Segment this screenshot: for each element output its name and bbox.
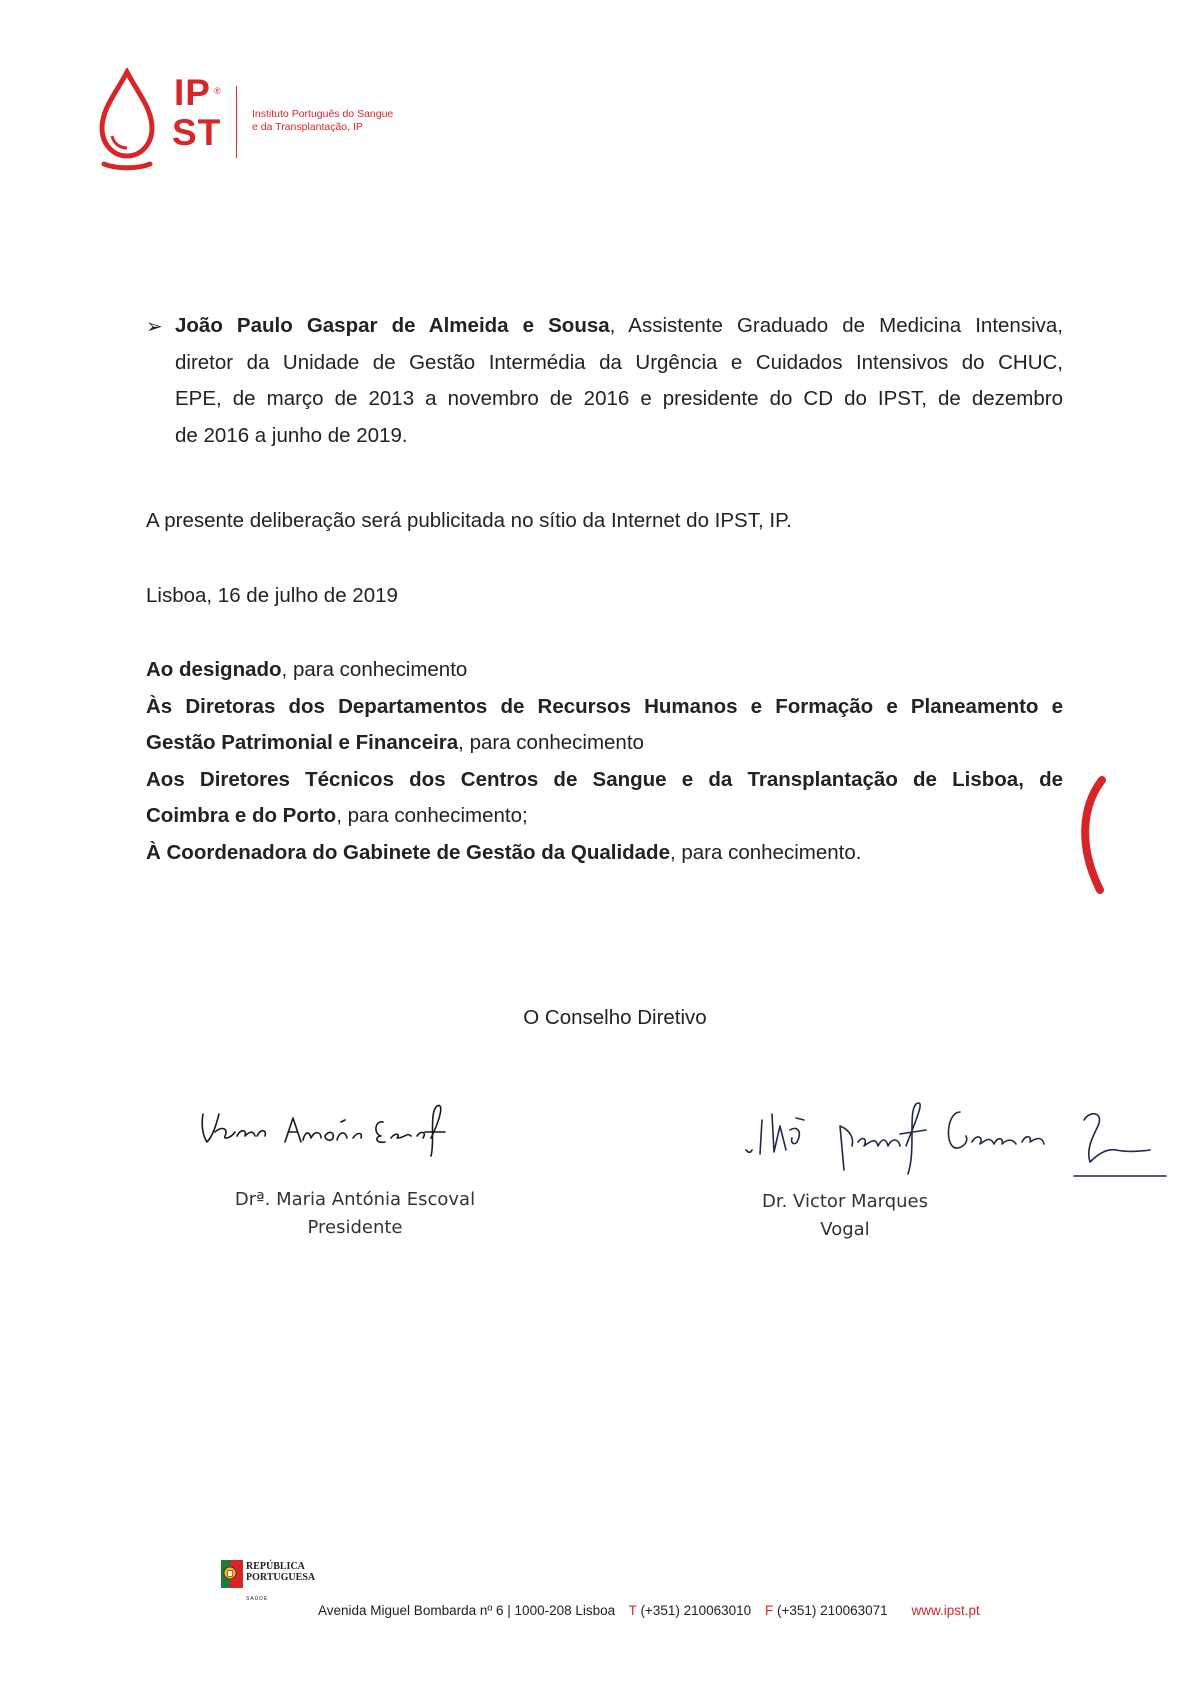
signatory-role: Presidente <box>307 1217 403 1238</box>
publish-note: A presente deliberação será publicitada no sítio da Internet do IPST, IP. <box>146 509 792 532</box>
phone-label: T <box>628 1603 637 1618</box>
fax-label: F <box>764 1603 774 1618</box>
organization-name-line2: e da Transplantação, IP <box>252 121 363 133</box>
signatory-role: Vogal <box>820 1219 870 1240</box>
blood-drop-logo-icon <box>96 68 158 172</box>
footer-fax: (+351) 210063071 <box>776 1603 888 1618</box>
signatory-name: Dr. Victor Marques <box>762 1191 928 1212</box>
distribution-line-5: Coimbra e do Porto, para conhecimento; <box>146 804 528 827</box>
place-date: Lisboa, 16 de julho de 2019 <box>146 584 398 607</box>
logo-registered-mark: ® <box>214 86 221 96</box>
distribution-line-3: Gestão Patrimonial e Financeira, para conhecimento <box>146 731 644 754</box>
signatory-block-vogal <box>725 1188 965 1244</box>
signatory-name: Drª. Maria Antónia Escoval <box>234 1189 476 1210</box>
logo-ip-text: IP <box>174 72 211 113</box>
signature-maria-antonia-escoval <box>195 1092 455 1168</box>
bullet-paragraph <box>175 308 1063 454</box>
distribution-line-6: À Coordenadora do Gabinete de Gestão da Qualidade, para conhecimento. <box>146 840 862 864</box>
logo-divider <box>236 86 237 158</box>
footer-website-link[interactable]: www.ipst.pt <box>911 1603 980 1618</box>
signature-victor-marques <box>740 1090 1170 1180</box>
footer-contact <box>318 1603 980 1618</box>
saude-label: SAÚDE <box>246 1596 269 1602</box>
red-margin-mark <box>1072 776 1112 896</box>
republic-emblem-icon <box>221 1560 243 1590</box>
bullet-line-2: diretor da Unidade de Gestão Intermédia da Urgência e Cuidados Intensivos do CHUC, <box>175 350 1063 374</box>
person-name: João Paulo Gaspar de Almeida e Sousa <box>175 314 610 337</box>
bullet-arrow-icon: ➢ <box>146 316 163 338</box>
bullet-line-4: de 2016 a junho de 2019. <box>175 423 408 447</box>
footer-address: Avenida Miguel Bombarda nº 6 | 1000-208 Lisboa <box>318 1603 616 1618</box>
distribution-line-4: Aos Diretores Técnicos dos Centros de Sangue e da Transplantação de Lisboa, de <box>146 767 1063 791</box>
organization-name-line1: Instituto Português do Sangue <box>252 108 394 120</box>
footer-phone: (+351) 210063010 <box>640 1603 752 1618</box>
signatory-block-president <box>210 1186 500 1242</box>
organization-name <box>252 108 442 134</box>
council-title: O Conselho Diretivo <box>523 1006 707 1029</box>
republic-text: REPÚBLICA PORTUGUESA <box>246 1561 316 1583</box>
distribution-line-1: Ao designado, para conhecimento <box>146 658 468 681</box>
logo-st-text: ST <box>172 112 222 153</box>
distribution-line-2: Às Diretoras dos Departamentos de Recursos Humanos e Formação e Planeamento e <box>146 694 1063 718</box>
distribution-list <box>146 652 1063 871</box>
bullet-line-3: EPE, de março de 2013 a novembro de 2016 e presidente do CD do IPST, de dezembro <box>175 387 1063 410</box>
bullet-line-1: João Paulo Gaspar de Almeida e Sousa, Assistente Graduado de Medicina Intensiva, <box>175 314 1063 337</box>
